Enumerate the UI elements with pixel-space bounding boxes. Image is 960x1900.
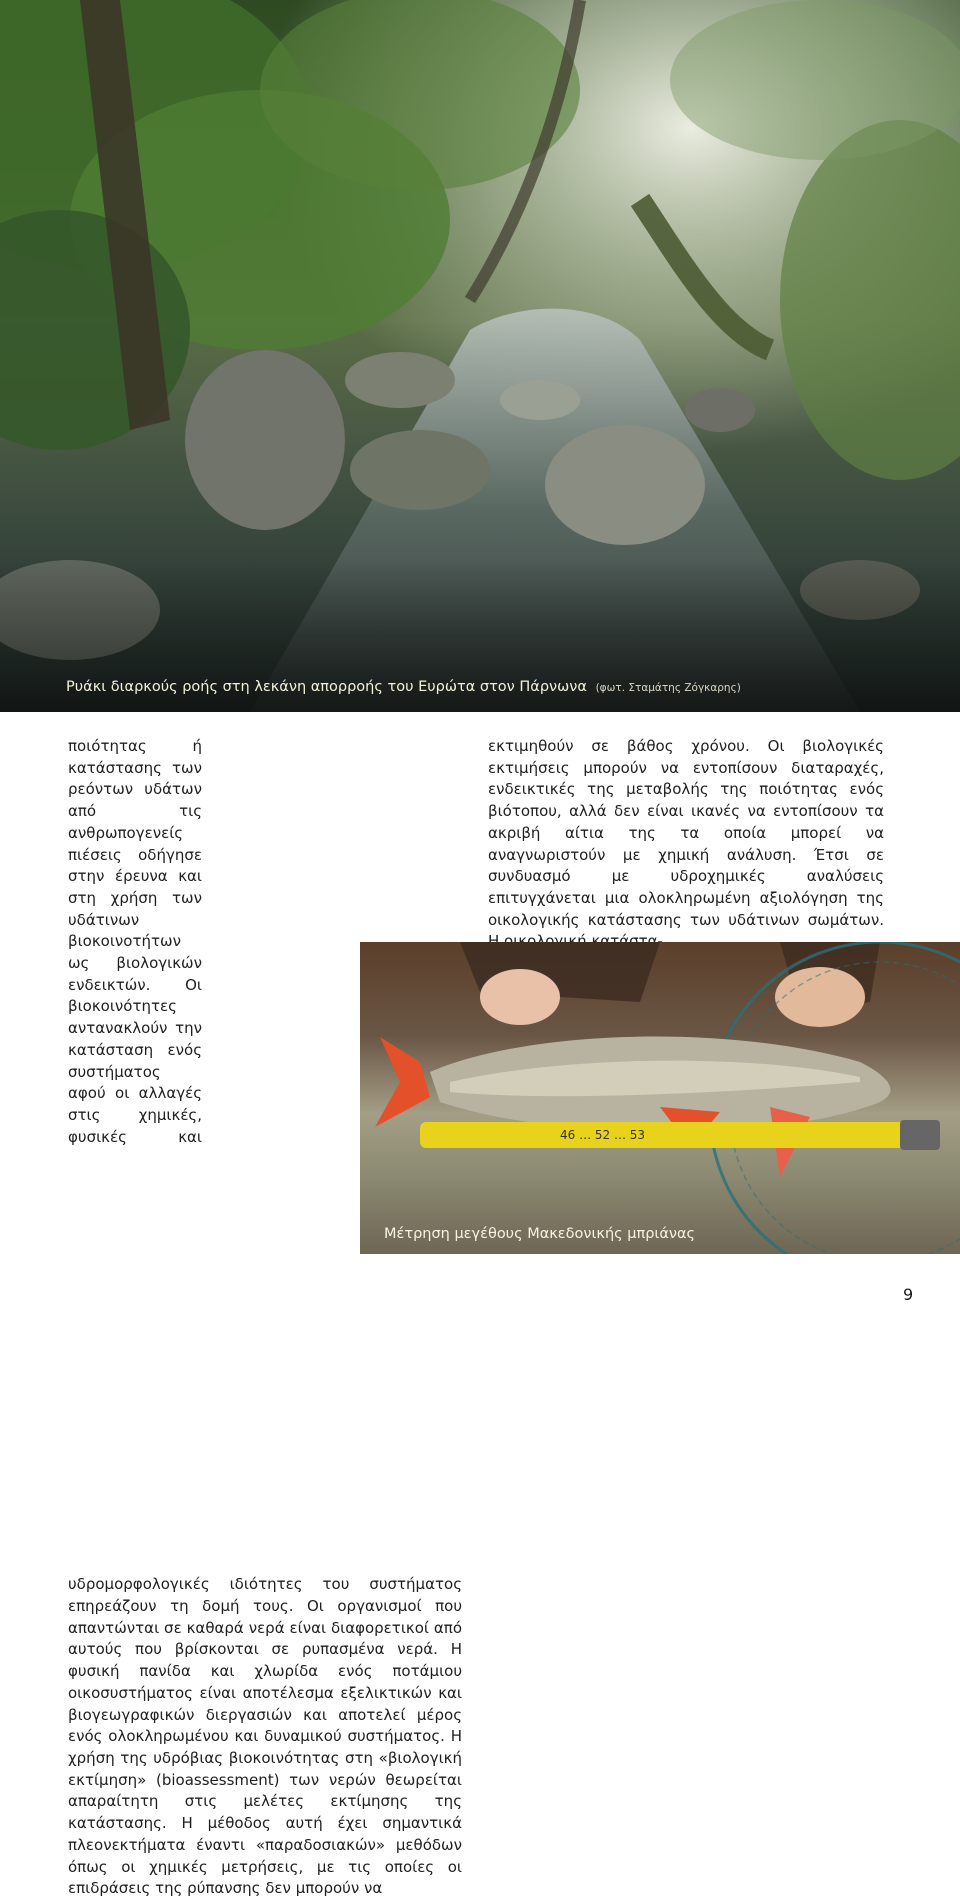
body-text-right: εκτιμηθούν σε βάθος χρόνου. Οι βιολογικές εκτιμήσεις μπορούν να εντοπίσουν διαταραχές, ενδεικτικές της μεταβολής της ποιότητας ενός βιότοπου, αλλά δεν είναι ικανές να εντοπίσουν τα ακριβή αίτια της τα οποία μπορεί να αναγνωριστούν με χημική ανάλυση. Έτσι σε συνδυασμό με υδροχημικές αναλύσεις επιτυγχάνεται μια ολοκληρωμένη αξιολόγηση της οικολογικής κατάστασης των υδάτινων σωμάτων.: [488, 737, 884, 929]
stream-photo: [0, 0, 960, 712]
stream-photo-illustration: [0, 0, 960, 712]
page-number: 9: [903, 1285, 914, 1304]
fish-photo-caption: Μέτρηση μεγέθους Μακεδονικής μπριάνας: [384, 1226, 696, 1242]
body-text-left: ποιότητας ή κατάστασης των ρεόντων υδάτων από τις ανθρωπογενείς πιέσεις οδήγησε στην έρευνα και στη χρήση των υδάτινων βιοκοινοτήτων ως βιολογικών ενδεικτών. Οι βιοκοινότητες αντανακλούν την κατάσταση ενός συστήματος αφού οι αλλαγές στις χημικές, φυσικές και υδρομορφολογικές ιδιότητες του συστήματος επηρεάζουν τη δομή τους. Οι οργανισμοί που απαντώνται σε καθαρά νερά είναι διαφορετικοί από αυτούς που βρίσκονται σε ρυπασμένα νερά. Η φυσική πανίδα και χλωρίδα ενός ποτάμιου οικοσυστήματος είναι αποτέλεσμα εξελικτικών και βιογεωγραφικών διεργασιών και αποτελεί μέρος ενός ολοκληρωμένου και δυναμικού συστήματος. Η χρήση της υδρόβιας βιοκοινότητας στη «βιολογική εκτίμηση» (bioassessment) των νερών θεωρείται απαραίτητη στις μελέτες εκτίμησης της κατάστασης. Η μέθοδος αυτή έχει σημαντικά πλεονεκτήματα έναντι «παραδοσιακών» μεθόδων όπως οι χημικές μετρήσεις, με τις οποίες οι επιδράσεις της ρύπανσης δεν μπορούν να: [68, 737, 462, 1898]
fish-photo-illustration: [360, 942, 960, 1254]
stream-photo-caption: [66, 679, 741, 695]
stream-photo-credit: (φωτ. Σταμάτης Ζόγκαρης): [595, 682, 741, 694]
body-column-left: [68, 736, 462, 1900]
stream-photo-caption-text: Ρυάκι διαρκούς ροής στη λεκάνη απορροής του Ευρώτα στον Πάρνωνα: [66, 679, 587, 695]
svg-text:46 … 52 … 53: 46 … 52 … 53: [560, 1128, 646, 1142]
fish-photo: [360, 942, 960, 1254]
body-column-right: [488, 736, 884, 953]
